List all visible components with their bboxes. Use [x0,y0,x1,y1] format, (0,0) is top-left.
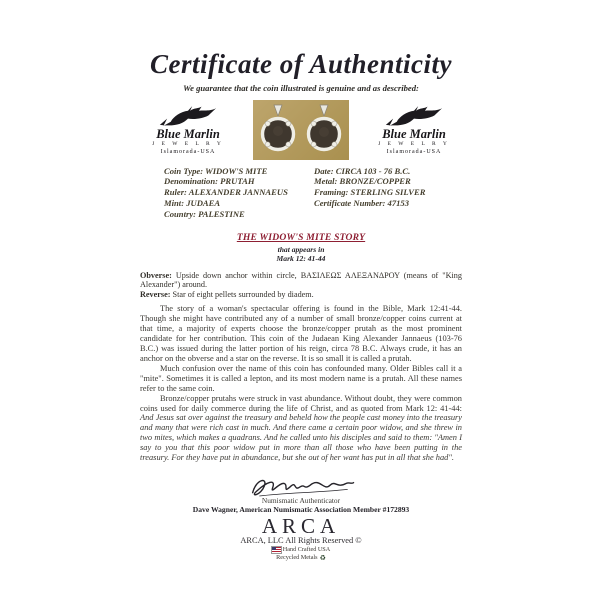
story-heading-block [140,227,462,263]
story-heading: THE WIDOW'S MITE STORY [236,231,366,243]
blue-marlin-logo-right [366,104,462,155]
obverse-line: Obverse: Upside down anchor within circle, ΒΑΣΙΛΕΩΣ ΑΛΕΞΑΝΔΡΟΥ (means of "King Alexander") around. [140,270,462,290]
coin-details [140,166,462,220]
detail-row: Certificate Number: 47153 [314,198,410,209]
marlin-fish-icon [366,104,462,128]
detail-row: Mint: JUDAEA [164,198,221,209]
certificate-subtitle: We guarantee that the coin illustrated is genuine and as described: [183,82,419,93]
detail-row: Country: PALESTINE [164,208,245,219]
story-paragraphs [140,304,462,463]
obverse-reverse-block [140,271,462,300]
brand-location: Islamorada-USA [386,148,442,155]
recycle-icon: ♻ [319,554,326,563]
company-name: ARCA [261,514,341,539]
bible-quote: And Jesus sat over against the treasury and beheld how the people cast money into the treasury and many that were rich cast in much. And there came a certain poor widow, and she threw in two mites, which makes a quadrans. And he called unto his disciples and said to them: "Amen I say to you that this poor widow put in more than all those who have been putting in the treasury. For they have put in abundance, but she out of her want has put in all that she had". [140,413,462,463]
reverse-line: Reverse: Star of eight pellets surrounded by diadem. [140,289,314,299]
logo-row [140,99,462,161]
detail-row: Date: CIRCA 103 - 76 B.C. [314,165,411,176]
footer [140,516,462,562]
signature-name-line: Dave Wagner, American Numismatic Association Member #172893 [192,504,410,514]
story-paragraph-3: Bronze/copper prutahs were struck in vast abundance. Without doubt, they were common coins used for daily commerce during the life of Christ, and as quoted from Mark 12: 41-44: And Jesus sat over against the treasury and beheld how the people cast money into the treasury and many that were rich cast in much. And there came a certain poor widow, and she threw in two mites, which makes a quadrans. And he called unto his disciples and said to them: "Amen I say to you that this poor widow put in more than all those who have been putting in the treasury. For they have put in abundance, but she out of her want has put in all that she had". [140,393,462,463]
rights-line: ARCA, LLC All Rights Reserved © [240,536,362,546]
story-subheading-2: Mark 12: 41-44 [276,253,326,263]
detail-row: Ruler: ALEXANDER JANNAEUS [164,187,288,198]
brand-name: Blue Marlin [382,127,446,142]
detail-row: Denomination: PRUTAH [164,176,255,187]
signature-block [140,471,462,514]
detail-row: Metal: BRONZE/COPPER [314,176,411,187]
signature-role: Numismatic Authenticator [261,495,341,505]
detail-row: Framing: STERLING SILVER [314,187,426,198]
brand-word: J E W E L R Y [378,140,450,147]
coin-pendants-photo [253,100,349,160]
coin-details-left [164,166,314,220]
certificate-title: Certificate of Authenticity [150,49,452,79]
brand-location: Islamorada-USA [160,148,216,155]
story-paragraph-2: Much confusion over the name of this coin has confounded many. Older Bibles call it a "mite". Sometimes it is called a lepton, and its most modern name is a prutah. All these names refer to the same coin. [140,363,462,393]
brand-word: J E W E L R Y [152,140,224,147]
recycled-metals-line: Recycled Metals ♻ [276,554,326,563]
story-paragraph-1: The story of a woman's spectacular offering is found in the Bible, Mark 12:41-44. Though she might have contributed any of a number of small bronze/copper coins current at that time, a majority of experts choose the bronze/copper prutah as the most prominent candidate for her contribution. This coin of the Judaean King Alexander Jannaeus (103-76 B.C.) was issued during the latter portion of his reign, circa 78 B.C. Always crude, it has an anchor on the obverse and a star on the reverse. It is so small it is called a prutah. [140,304,462,363]
brand-name: Blue Marlin [156,127,220,142]
blue-marlin-logo-left [140,104,236,155]
marlin-fish-icon [140,104,236,128]
us-flag-icon [272,547,281,553]
pendant-illustration [255,101,347,159]
hand-crafted-line: Hand Crafted USA [140,547,462,553]
story-subheading-1: that appears in [277,244,325,254]
certificate-content [140,50,462,562]
detail-row: Coin Type: WIDOW'S MITE [164,165,268,176]
coin-details-right [314,166,462,220]
